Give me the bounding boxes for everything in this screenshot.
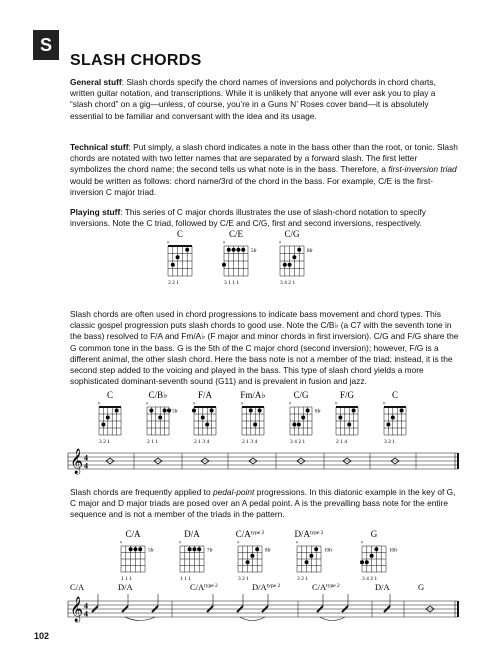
chord-dot [365,560,369,564]
chord-dot [391,416,395,420]
chord-dot [106,416,110,420]
chord-name: F/G [339,390,355,400]
chord-dot [232,248,236,252]
chord-dot [205,423,209,427]
mute-mark: × [334,401,338,407]
finger-numbers: 1 1 1 [180,576,191,582]
finger-numbers: 3 4 2 1 [290,439,306,445]
chord-dot [167,409,171,413]
pedal-text-1: Slash chords are frequently applied to [70,487,213,497]
technical-paragraph [70,142,460,198]
tie [125,617,155,621]
chord-dot [163,409,167,413]
chord-dot [360,560,364,564]
finger-numbers: 2 1 3 4 [194,439,210,445]
chord-dot [292,255,296,259]
chord-dot [374,547,378,551]
chord-dot [386,423,390,427]
finger-numbers: 3 2 1 [297,576,308,582]
treble-clef: 𝄞 [70,596,84,621]
time-signature: 4 [84,609,88,619]
chord-dot [250,554,254,558]
rhythm-slash [384,606,390,612]
chord-name: C [106,390,114,400]
finger-numbers: 3 2 1 [238,576,249,582]
rhythm-slash [154,458,162,464]
mute-mark: × [278,240,282,246]
fret-label: 5fr [172,409,178,415]
finger-numbers: 2 1 4 [336,439,347,445]
chord-name: $C/A^{type 2}$ [235,529,265,539]
section-badge: S [33,30,59,60]
time-signature: 4 [84,453,88,463]
chord-name: C/A [125,529,141,539]
chord-dot [236,248,240,252]
chord-dot [314,547,318,551]
page-number: 102 [34,631,50,641]
time-signature: 4 [84,461,88,471]
chord-dot [288,263,292,267]
chord-dot [101,423,105,427]
rhythm-slash [317,606,323,612]
chord-dot [171,263,175,267]
chord-dot [197,547,201,551]
page-title: SLASH CHORDS [70,52,202,69]
mute-mark: × [295,540,299,546]
chord-dot [185,248,189,252]
fret-label: 5fr [251,248,257,254]
rhythm-slash [297,458,305,464]
chord-dot [133,547,137,551]
chord-dot [138,547,142,551]
rhythm-slash [262,606,268,612]
tie [320,617,345,621]
finger-numbers: 2 1 1 [147,439,158,445]
fret-label: 10fr [389,548,398,554]
technical-text-2: would be written as follows: chord name/3rd of the chord in the bass. For example, C/E is the first-inversion C major triad. [70,175,434,197]
mute-mark: × [97,401,101,407]
chord-dot [246,560,250,564]
chord-dot [227,248,231,252]
chord-name: C [391,390,399,400]
chord-dot [149,409,153,413]
chord-name: C/G [293,390,309,400]
chord-dot [129,547,133,551]
tie [240,617,265,621]
chord-dot [255,547,259,551]
chord-dot [338,416,342,420]
rhythm-slash [207,606,213,612]
rhythm-slash [342,606,348,612]
mute-mark: × [192,401,196,407]
fret-label: 7fr [207,548,213,554]
chord-dot [201,416,205,420]
fret-label: 8fr [315,409,321,415]
finger-numbers: 3 2 1 [99,439,110,445]
chord-dot [400,409,404,413]
mute-mark: × [166,240,170,246]
chord-name: D/A [184,529,200,539]
mute-mark: × [240,401,244,407]
mute-mark: × [382,401,386,407]
mute-mark: × [178,540,182,546]
playing-heading: Playing stuff [70,207,121,217]
chord-dot [297,423,301,427]
chord-dot [301,416,305,420]
chord-name: C/G [284,229,300,239]
mute-mark: × [236,540,240,546]
chord-dot [192,547,196,551]
chord-name: Fm/A♭ [240,390,266,400]
chord-dot [192,409,196,413]
treble-clef: 𝄞 [70,448,84,473]
staff-chord-label: D/A [375,582,390,592]
chord-dot [306,409,310,413]
fret-label: 5fr [148,548,154,554]
fret-label: 10fr [324,548,333,554]
rhythm-slash [426,606,434,612]
mute-mark: × [360,540,364,546]
chord-name: F/A [197,390,213,400]
chord-dot [115,409,119,413]
rhythm-slash [106,458,114,464]
chord-dot [210,409,214,413]
chord-dot [253,423,257,427]
gospel-paragraph: Slash chords are often used in chord progressions to indicate bass movement and chord types. This classic gospel progression puts slash chords to good use. Note the C/B♭ (a C7 with the seventh tone in the bass) resolved to F/A and Fm/A♭ (F major and minor chords in first inversion). C/G and F/G share the G common tone in the bass. G is the 5th of the C major chord (second inversion); however, F/G is a different animal, the other slash chord. Here the bass note is not a member of the triad; instead, it is the second step added to the voicing and played in the bass. This type of slash chord yields a more sophisticated dominant-seventh sound (G11) and is prevalent in fusion and jazz. [70,309,459,387]
finger-numbers: 1 1 1 [121,576,132,582]
general-text: : Slash chords specify the chord names of inversions and polychords in chord charts, written guitar notation, and transcriptions. While it is unlikely that anyone will ever ask you to play a “slash chord” on a gig—unless, of course, you’re in a Guns N’ Roses cover band—it is absolutely essential to be familiar and conversant with the idea and its usage. [70,77,436,121]
technical-text-1: : Put simply, a slash chord indicates a note in the bass other than the root, or tonic. Slash chords are notated with two letter names that are separated by a forward slash. The first letter symbolizes the chord name; the second tells us what note is in the bass. Therefore, a [70,142,458,175]
fret-label: 8fr [307,248,313,254]
chord-dot [283,263,287,267]
chord-dot [188,547,192,551]
chord-dot [305,560,309,564]
chord-name: C/E [228,229,244,239]
time-signature: 4 [84,601,88,611]
staff-chord-label: $D/A^{type 2}$ [252,582,281,592]
finger-numbers: 2 1 3 4 [242,439,258,445]
chord-dot [249,409,253,413]
chord-dot [297,248,301,252]
staff-chord-label: $C/A^{type 2}$ [190,582,218,592]
mute-mark: × [119,540,123,546]
mute-mark: × [222,240,226,246]
chord-name: $D/A^{type 2}$ [294,529,324,539]
rhythm-slash [122,606,128,612]
chord-dot [158,416,162,420]
technical-italic: first-inversion triad [388,164,457,175]
chord-name: G [370,529,378,539]
general-heading: General stuff [70,77,122,87]
technical-heading: Technical stuff [70,142,129,152]
staff-chord-label: G [418,582,425,592]
chord-dot [176,255,180,259]
mute-mark: × [288,401,292,407]
chord-dot [370,554,374,558]
finger-numbers: 3 4 2 1 [362,576,378,582]
rhythm-slash [343,458,351,464]
finger-numbers: 3 4 2 1 [280,280,296,286]
mute-mark: × [145,401,149,407]
chord-dot [352,409,356,413]
finger-numbers: 3 1 1 1 [224,280,240,286]
rhythm-slash [152,606,158,612]
playing-text: : This series of C major chords illustrates the use of slash-chord notation to specify inversions. Note the C triad, followed by C/E and C/G, first and second inversions, respectively. [70,207,426,229]
rhythm-slash [92,606,98,612]
chord-dot [241,248,245,252]
rhythm-slash [237,606,243,612]
rhythm-slash [249,458,257,464]
chord-dot [222,263,226,267]
general-paragraph [70,77,460,122]
playing-paragraph [70,207,460,229]
chord-dot [292,423,296,427]
chord-name: C [176,229,184,239]
pedal-text-2: progressions. In this diatonic example in the key of G, C major and D major triads are posed over an A pedal point. A is the prevalling bass note for the entire sequence and is not a member of the triads in the pattern. [70,487,456,520]
staff-chord-label: D/A [118,582,133,592]
fret-label: 8fr [265,548,271,554]
staff-chord-label: C/A [70,582,85,592]
chord-name: C/B♭ [148,390,168,400]
finger-numbers: 3 2 1 [168,280,179,286]
chord-dot [309,554,313,558]
rhythm-slash [201,458,209,464]
staff-chord-label: $C/A^{type 2}$ [312,582,340,592]
pedal-paragraph [70,487,460,521]
pedal-italic: pedal-point [212,487,255,497]
chord-dot [347,423,351,427]
finger-numbers: 3 2 1 [384,439,395,445]
chord-dot [258,409,262,413]
rhythm-slash [391,458,399,464]
